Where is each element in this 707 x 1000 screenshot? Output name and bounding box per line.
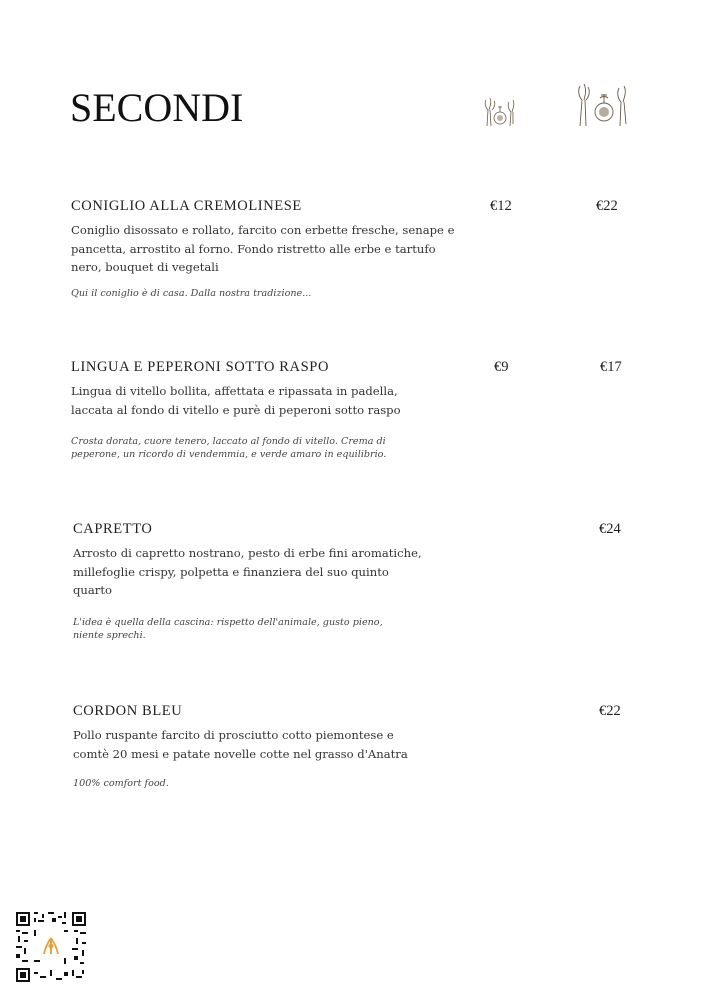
page-title: SECONDI — [70, 85, 244, 130]
qr-code-icon[interactable] — [16, 912, 86, 982]
menu-item-lingua — [71, 358, 631, 461]
dish-description: Coniglio disossato e rollato, farcito con erbette fresche, senape e pancetta, arrostito al forno. Fondo ristretto alle erbe e tartufo nero, bouquet di vegetali — [71, 223, 455, 274]
vegetable-bundle-icon — [480, 96, 520, 132]
price-full: €24 — [599, 521, 621, 537]
dish-name: CORDON BLEU — [73, 703, 183, 719]
price-full: €22 — [596, 198, 618, 214]
dish-name: LINGUA E PEPERONI SOTTO RASPO — [71, 359, 330, 375]
menu-item-capretto — [73, 520, 633, 642]
dish-note: 100% comfort food. — [73, 778, 169, 789]
dish-note: Crosta dorata, cuore tenero, laccato al fondo di vitello. Crema di peperone, un ricordo di vendemmia, e verde amaro in equilibrio. — [71, 436, 387, 460]
vegetable-bundle-large-icon — [574, 82, 634, 130]
dish-note: Qui il coniglio è di casa. Dalla nostra tradizione... — [71, 287, 312, 299]
dish-description: Pollo ruspante farcito di prosciutto cotto piemontese e comtè 20 mesi e patate novelle cotte nel grasso d'Anatra — [73, 728, 408, 761]
price-small: €12 — [490, 198, 512, 214]
menu-item-coniglio — [71, 197, 631, 300]
dish-name: CAPRETTO — [73, 521, 153, 537]
price-small: €9 — [494, 359, 509, 375]
menu-item-cordon-bleu — [73, 702, 633, 790]
price-full: €22 — [599, 703, 621, 719]
dish-description: Lingua di vitello bollita, affettata e ripassata in padella, laccata al fondo di vitello e purè di peperoni sotto raspo — [71, 384, 401, 417]
dish-name: CONIGLIO ALLA CREMOLINESE — [71, 198, 302, 214]
price-full: €17 — [600, 359, 622, 375]
dish-note: L'idea è quella della cascina: rispetto dell'animale, gusto pieno, niente sprechi. — [73, 616, 383, 641]
dish-description: Arrosto di capretto nostrano, pesto di erbe fini aromatiche, millefoglie crispy, polpetta e finanziera del suo quinto quarto — [73, 546, 422, 597]
